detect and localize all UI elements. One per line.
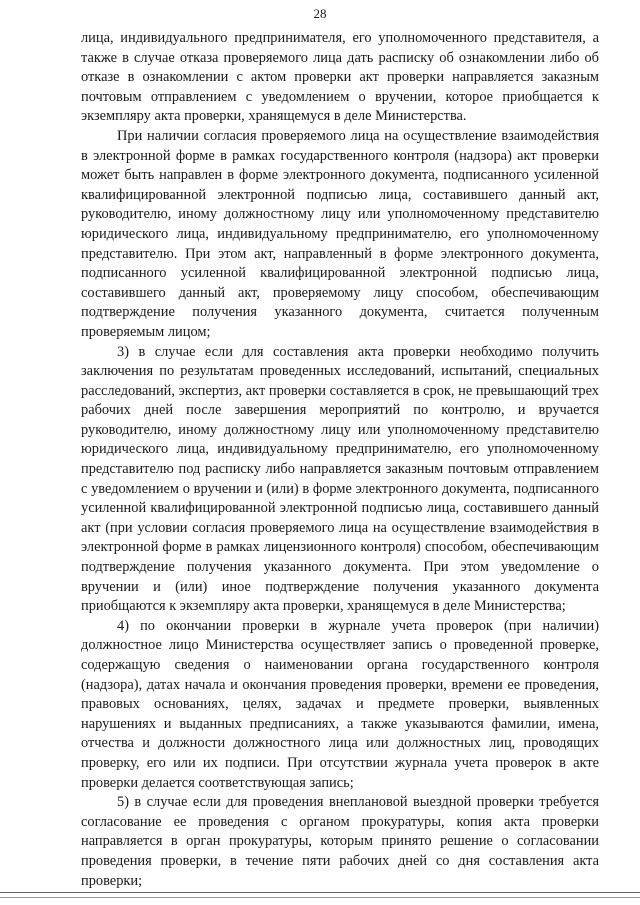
body-text (81, 29, 599, 891)
scan-edge-line-secondary (0, 897, 640, 898)
paragraph-electronic-form: При наличии согласия проверяемого лица на осуществление взаимодействия в электронной форме в рамках государственного контроля (надзора) акт проверки может быть направлен в форме электронного документа, подписанного усиленной квалифицированной электронной подписью лица, составившего данный акт, руководителю, иному должностному лицу или уполномоченному представителю юридического лица, индивидуальному предпринимателю, его уполномоченному представителю. При этом акт, направленный в форме электронного документа, подписанного усиленной квалифицированной электронной подписью лица, составившего данный акт, проверяемому лицу способом, обеспечивающим подтверждение получения указанного документа, считается полученным проверяемым лицом; (81, 127, 599, 340)
paragraph-continuation: лица, индивидуального предпринимателя, его уполномоченного представителя, а также в случае отказа проверяемого лица дать расписку об ознакомлении либо об отказе в ознакомлении с актом проверки акт проверки направляется заказным почтовым отправлением с уведомлением о вручении, которое приобщается к экземпляру акта проверки, хранящемуся в деле Министерства. (81, 30, 599, 125)
paragraph-item-3: 3) в случае если для составления акта проверки необходимо получить заключения по результатам проведенных исследований, испытаний, специальных расследований, экспертиз, акт проверки составляется в срок, не превышающий трех рабочих дней после завершения мероприятий по контролю, и вручается руководителю, иному должностному лицу или уполномоченному представителю юридического лица, индивидуальному предпринимателю, его уполномоченному представителю под расписку либо направляется заказным почтовым отправлением с уведомлением о вручении и (или) в форме электронного документа, подписанного усиленной квалифицированной электронной подписью лица, составившего данный акт (при условии согласия проверяемого лица на осуществление взаимодействия в электронной форме в рамках лицензионного контроля) способом, обеспечивающим подтверждение получения указанного документа. При этом уведомление о вручении и (или) иное подтверждение получения указанного документа приобщаются к экземпляру акта проверки, хранящемуся в деле Министерства; (81, 343, 599, 615)
paragraph-item-5: 5) в случае если для проведения внеплановой выездной проверки требуется согласование ее проведения с органом прокуратуры, копия акта проверки направляется в орган прокуратуры, которым принято решение о согласовании проведения проверки, в течение пяти рабочих дней со дня составления акта проверки; (81, 794, 599, 889)
page-number: 28 (313, 6, 327, 21)
paragraph-item-4: 4) по окончании проверки в журнале учета проверок (при наличии) должностное лицо Министерства осуществляет запись о проведенной проверке, содержащую сведения о наименовании органа государственного контроля (надзора), датах начала и окончания проведения проверки, времени ее проведения, правовых основаниях, целях, задачах и предмете проверки, выявленных нарушениях и выданных предписаниях, а также указываются фамилии, имена, отчества и должности должностного лица или должностных лиц, проводящих проверку, его или их подписи. При отсутствии журнала учета проверок в акте проверки делается соответствующая запись; (81, 617, 599, 791)
scan-edge-line (0, 892, 640, 893)
